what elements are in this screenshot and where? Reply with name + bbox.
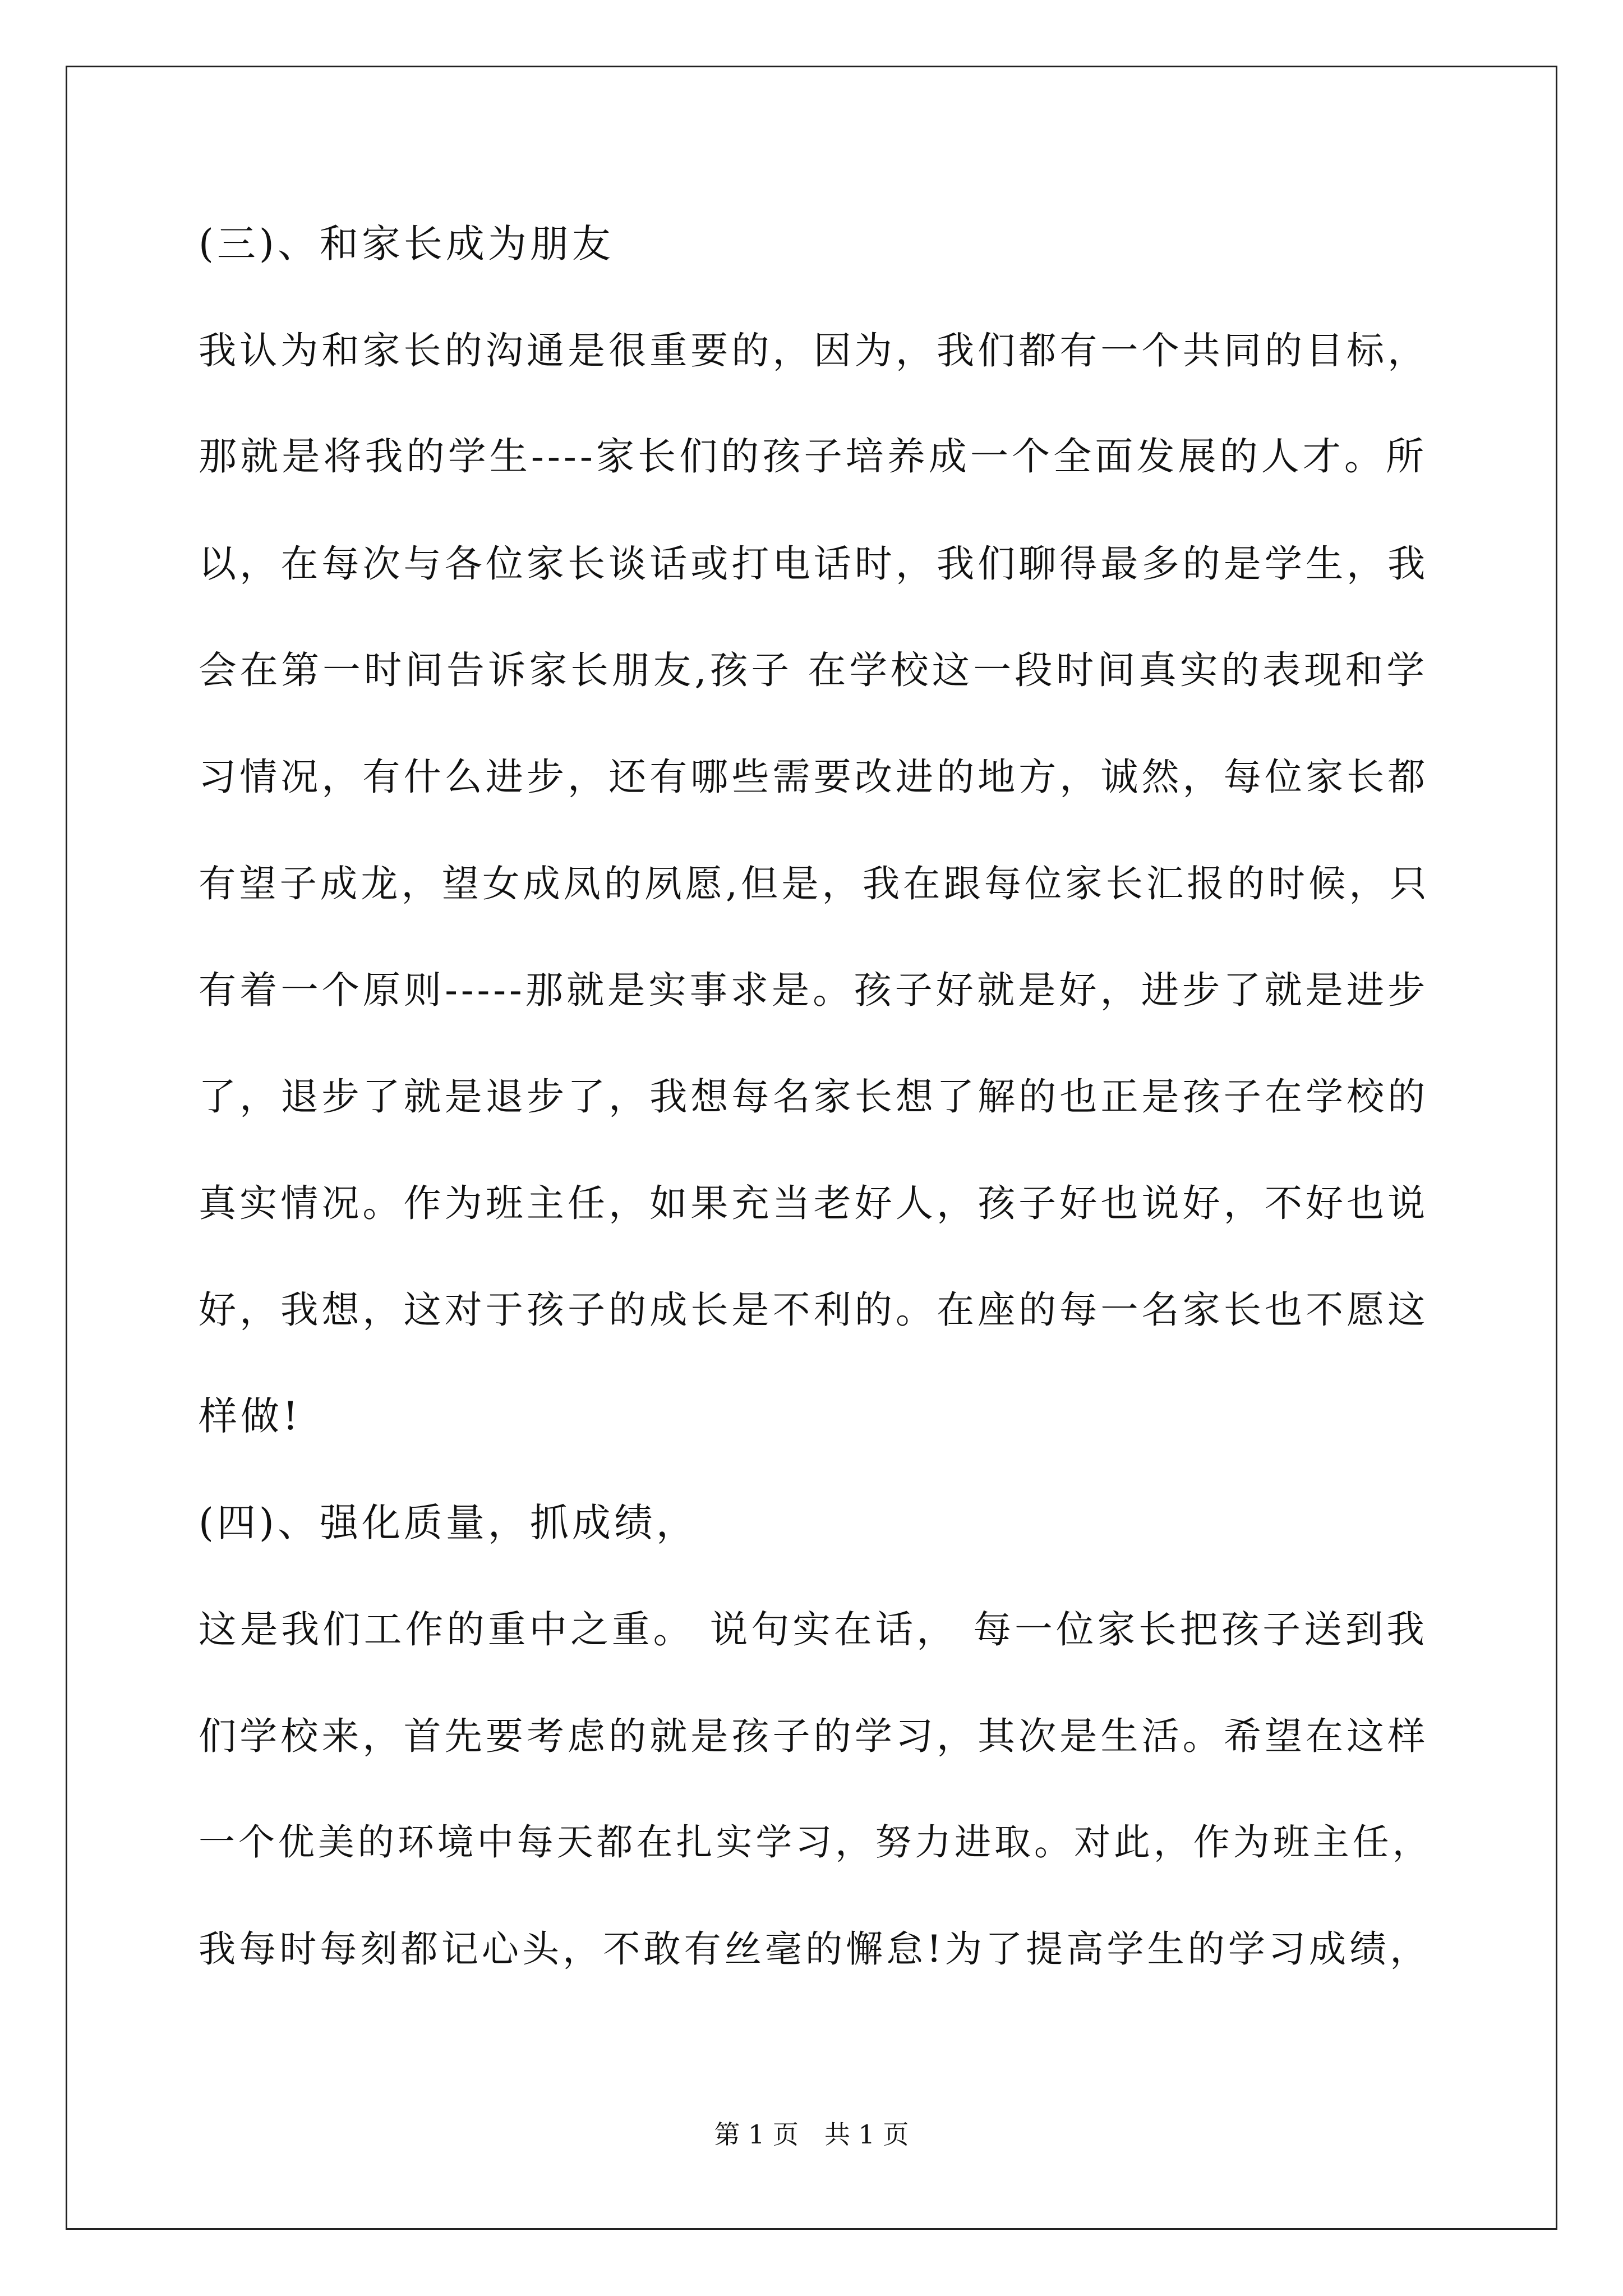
paragraph-line: 以，在每次与各位家长谈话或打电话时，我们聊得最多的是学生，我 [199, 542, 1429, 586]
paragraph-line: 了，退步了就是退步了，我想每名家长想了解的也正是孩子在学校的 [199, 1075, 1429, 1119]
paragraph-line: 有望子成龙，望女成凤的夙愿,但是，我在跟每位家长汇报的时候，只 [199, 862, 1430, 905]
paragraph-line: 我每时每刻都记心头，不敢有丝毫的懈怠!为了提高学生的学习成绩， [199, 1927, 1431, 1971]
paragraph-line: 我认为和家长的沟通是很重要的，因为，我们都有一个共同的目标， [199, 329, 1429, 372]
paragraph-line: 样做! [199, 1394, 302, 1439]
paragraph-line: 有着一个原则-----那就是实事求是。孩子好就是好，进步了就是进步 [199, 968, 1429, 1012]
paragraph-line: 这是我们工作的重中之重。 说句实在话， 每一位家长把孩子送到我 [199, 1607, 1428, 1651]
paragraph-line: 真实情况。作为班主任，如果充当老好人，孩子好也说好，不好也说 [199, 1181, 1429, 1225]
heading-section-4: (四)、强化质量，抓成绩， [199, 1501, 698, 1545]
paragraph-line: 习情况，有什么进步，还有哪些需要改进的地方，诚然，每位家长都 [199, 755, 1429, 799]
paragraph-line: 好，我想，这对于孩子的成长是不利的。在座的每一名家长也不愿这 [199, 1288, 1429, 1332]
paragraph-line: 们学校来，首先要考虑的就是孩子的学习，其次是生活。希望在这样 [199, 1714, 1429, 1758]
paragraph-line: 那就是将我的学生----家长们的孩子培养成一个全面发展的人才。所 [199, 435, 1428, 479]
page-border [66, 66, 1557, 2230]
paragraph-line: 一个优美的环境中每天都在扎实学习，努力进取。对此，作为班主任， [199, 1821, 1432, 1864]
page-footer: 第 1 页 共 1 页 [714, 2119, 909, 2150]
paragraph-line: 会在第一时间告诉家长朋友,孩子 在学校这一段时间真实的表现和学 [199, 648, 1428, 692]
heading-section-3: (三)、和家长成为朋友 [199, 222, 614, 266]
